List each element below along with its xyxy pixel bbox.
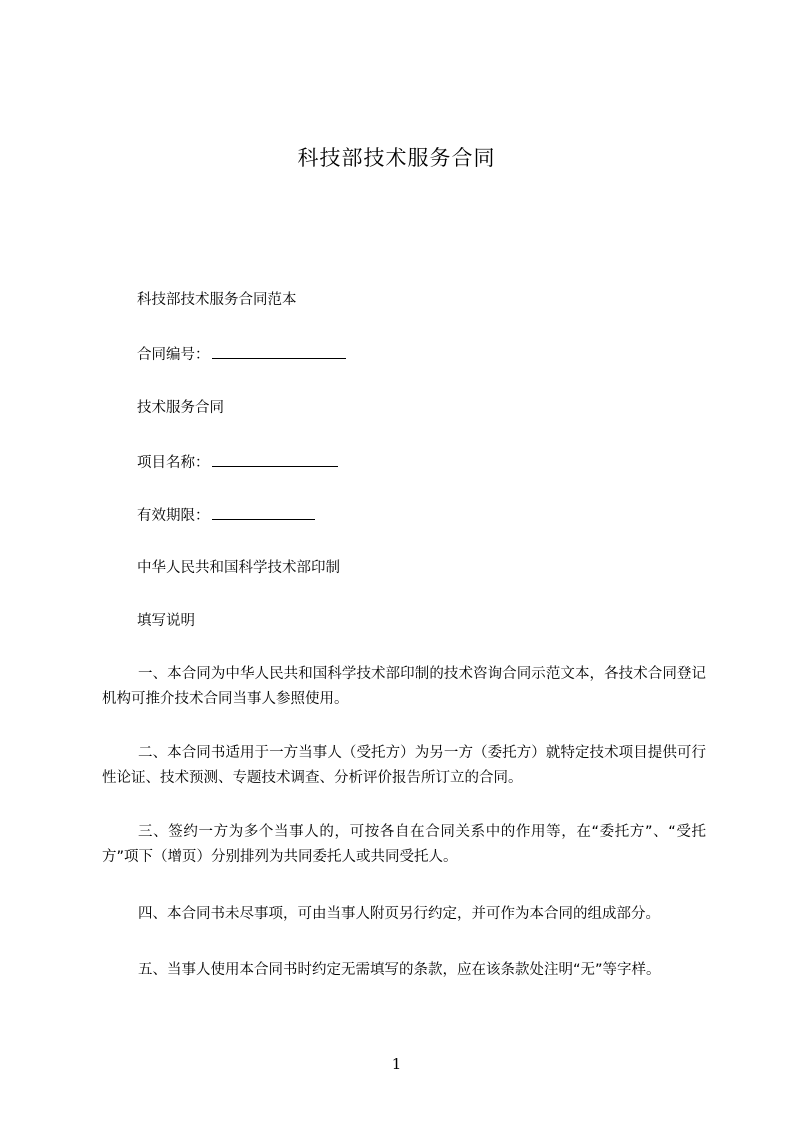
validity-blank <box>212 505 315 520</box>
instruction-paragraph: 四、本合同书未尽事项，可由当事人附页另行约定，并可作为本合同的组成部分。 <box>138 906 660 922</box>
instruction-paragraph: 五、当事人使用本合同书时约定无需填写的条款，应在该条款处注明“无”等字样。 <box>138 962 661 978</box>
validity-label: 有效期限： <box>137 508 210 524</box>
contract-number-blank <box>212 344 346 359</box>
printed-by: 中华人民共和国科学技术部印制 <box>137 560 340 576</box>
instruction-paragraph: 二、本合同书适用于一方当事人（受托方）为另一方（委托方）就特定技术项目提供可行性论证、技术预测、专题技术调查、分析评价报告所订立的合同。 <box>102 745 706 786</box>
page-number: 1 <box>391 1055 402 1073</box>
project-name-row <box>137 452 338 473</box>
contract-number-label: 合同编号： <box>137 347 210 363</box>
contract-number-row <box>137 344 346 365</box>
project-name-blank <box>212 452 338 467</box>
document-title: 科技部技术服务合同 <box>297 146 496 170</box>
document-subtitle: 科技部技术服务合同范本 <box>137 292 297 308</box>
instruction-paragraph: 一、本合同为中华人民共和国科学技术部印制的技术咨询合同示范文本，各技术合同登记机构可推介技术合同当事人参照使用。 <box>102 666 706 707</box>
validity-row <box>137 505 315 526</box>
contract-type: 技术服务合同 <box>137 400 224 416</box>
instructions-heading: 填写说明 <box>137 613 195 629</box>
project-name-label: 项目名称： <box>137 455 210 471</box>
instruction-paragraph: 三、签约一方为多个当事人的，可按各自在合同关系中的作用等，在“委托方”、“受托方”项下（增页）分别排列为共同委托人或共同受托人。 <box>102 824 706 865</box>
